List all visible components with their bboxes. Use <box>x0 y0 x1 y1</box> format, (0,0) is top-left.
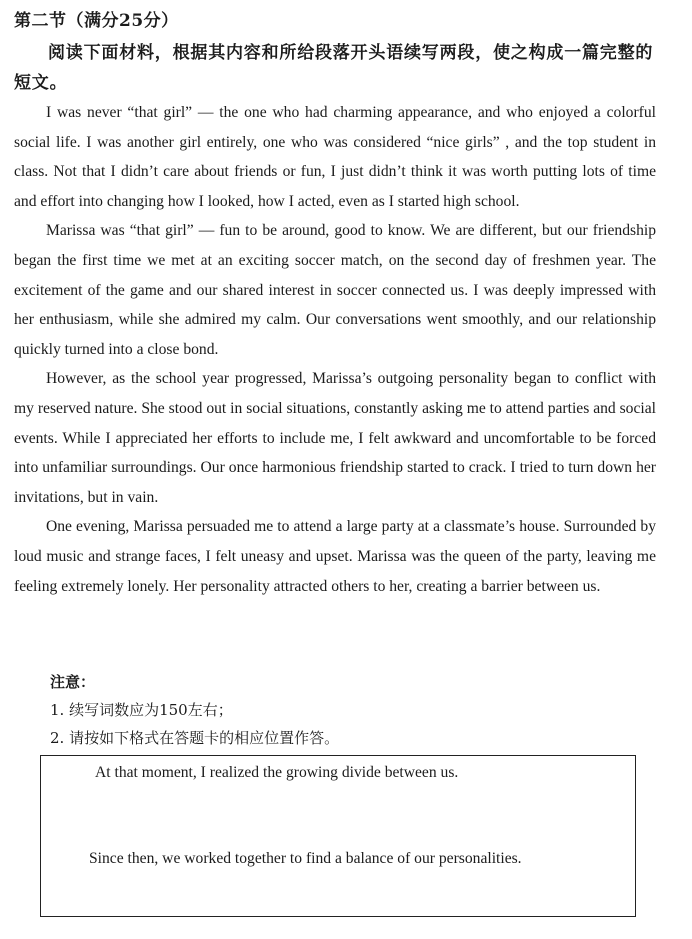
passage-paragraph-3: However, as the school year progressed, Marissa’s outgoing personality began to conflict with my reserved nature. She stood out in social situations, constantly asking me to attend parties and social events. While I appreciated her efforts to include me, I felt awkward and uncomfortable to be forced into unfamiliar surroundings. Our once harmonious friendship started to crack. I tried to turn down her invitations, but in vain. <box>14 370 656 506</box>
reading-passage <box>14 98 656 601</box>
instruction-text: 阅读下面材料，根据其内容和所给段落开头语续写两段，使之构成一篇完整的短文。 <box>14 43 654 93</box>
notes-section <box>50 668 339 752</box>
note-item-word-count: 1. 续写词数应为150左右； <box>50 701 233 719</box>
section-title: 第二节（满分25分） <box>14 11 179 31</box>
note-item-format: 2. 请按如下格式在答题卡的相应位置作答。 <box>50 729 340 747</box>
paragraph-2-opening: Since then, we worked together to find a balance of our personalities. <box>89 850 522 867</box>
paragraph-1-opening: At that moment, I realized the growing divide between us. <box>95 764 459 781</box>
passage-paragraph-2: Marissa was “that girl” — fun to be around, good to know. We are different, but our friendship began the first time we met at an exciting soccer match, on the second day of freshmen year. The excitement of the game and our shared interest in soccer connected us. I was deeply impressed with her enthusiasm, while she admired my calm. Our conversations went smoothly, and our relationship quickly turned into a close bond. <box>14 222 656 358</box>
passage-paragraph-1: I was never “that girl” — the one who had charming appearance, and who enjoyed a colorful social life. I was another girl entirely, one who was considered “nice girls” , and the top student in class. Not that I didn’t care about friends or fun, I just didn’t think it was worth putting lots of time and effort into changing how I looked, how I acted, even as I started high school. <box>14 104 656 210</box>
answer-box[interactable] <box>40 755 636 917</box>
passage-paragraph-4: One evening, Marissa persuaded me to attend a large party at a classmate’s house. Surrounded by loud music and strange faces, I felt uneasy and upset. Marissa was the queen of the party, leaving me feeling extremely lonely. Her personality attracted others to her, creating a barrier between us. <box>14 518 656 595</box>
notes-title: 注意： <box>50 673 96 691</box>
